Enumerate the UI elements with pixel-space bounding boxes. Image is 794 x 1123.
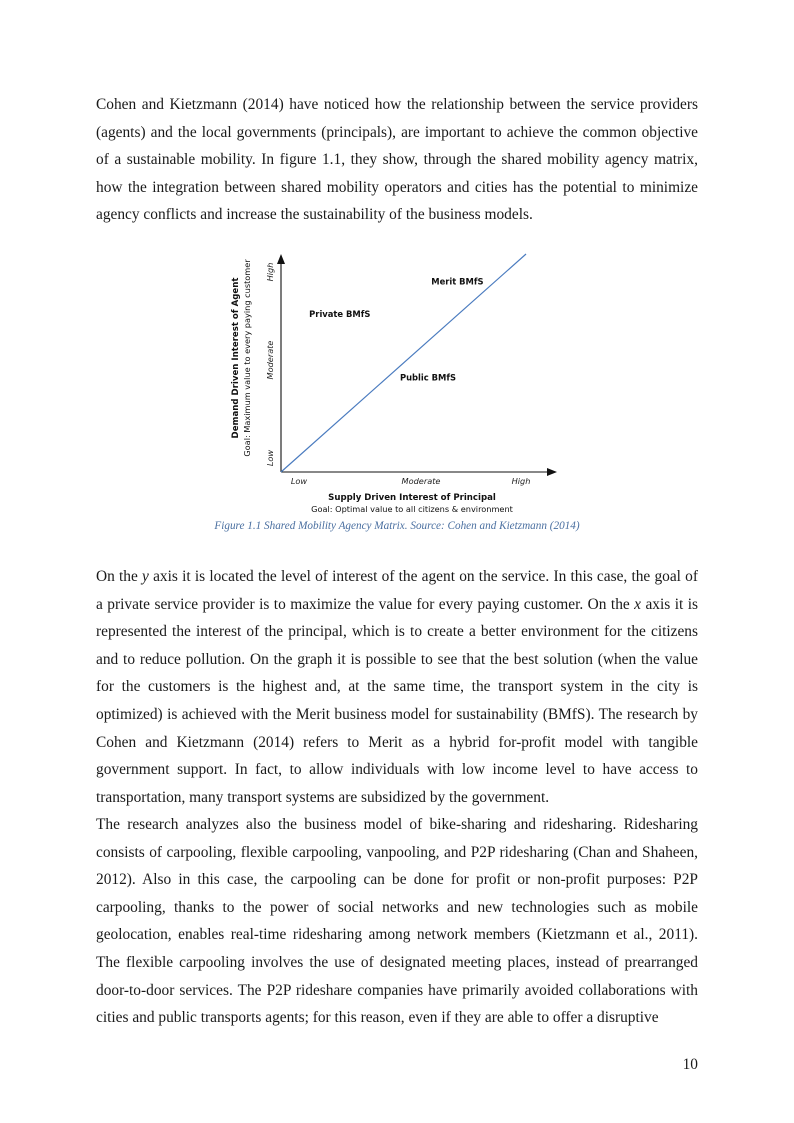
y-tick-label: Low: [265, 449, 275, 467]
x-axis-arrow: [547, 468, 557, 476]
series-line-diagonal: [281, 254, 526, 472]
x-tick-label: Low: [290, 476, 308, 486]
paragraph-axes: [96, 563, 698, 811]
paragraph-ridesharing: The research analyzes also the business model of bike-sharing and ridesharing. Ridesharing consists of carpooling, flexible carpooling, vanpooling, and P2P ridesharing (Chan and Shaheen, 2012). Also in this case, the carpooling can be done for profit or non-profit purposes: P2P carpooling, thanks to the power of social networks and new technologies such as mobile geolocation, enables real-time ridesharing among network members (Kietzmann et al., 2011). The flexible carpooling involves the use of designated meeting places, instead of prearranged door-to-door services. The P2P rideshare companies have primarily avoided collaborations with cities and public transports agents; for this reason, even if they are able to offer a disruptive: [96, 816, 698, 1027]
figure-agency-matrix: [226, 244, 566, 520]
agency-matrix-chart: [226, 244, 566, 520]
annotation-merit: Merit BMfS: [431, 276, 484, 287]
annotation-public: Public BMfS: [399, 372, 457, 383]
y-tick-label: Moderate: [265, 340, 275, 380]
paragraph-intro: Cohen and Kietzmann (2014) have noticed how the relationship between the service providers (agents) and the local governments (principals), are important to achieve the common objective of a sustainable mobility. In figure 1.1, they show, through the shared mobility agency matrix, how the integration between shared mobility operators and cities has the potential to minimize agency conflicts and increase the sustainability of the business models.: [96, 96, 698, 224]
series-layer: [281, 254, 526, 472]
x-tick-label: High: [511, 476, 531, 486]
page-number: 10: [682, 1056, 698, 1073]
figure-caption: Figure 1.1 Shared Mobility Agency Matrix. Source: Cohen and Kietzmann (2014): [214, 520, 580, 532]
y-axis-arrow: [277, 254, 285, 264]
y-tick-label: High: [265, 262, 275, 282]
x-tick-label: Moderate: [401, 476, 441, 486]
p2-text-c: axis it is represented the interest of the principal, which is to create a better environment for the citizens and to reduce pollution. On the graph it is possible to see that the best solution (when the value for the customers is the highest and, at the same time, the transport system in the city is optimized) is achieved with the Merit business model for sustainability (BMfS). The research by Cohen and Kietzmann (2014) refers to Merit as a hybrid for-profit model with tangible government support. In fact, to allow individuals with low income level to have access to transportation, many transport systems are subsidized by the government.: [96, 595, 698, 806]
x-axis-title: Supply Driven Interest of Principal: [328, 493, 496, 503]
p2-text-b: axis it is located the level of interest of the agent on the service. In this case, the goal of a private service provider is to maximize the value for every paying customer. On the: [96, 568, 698, 613]
p2-x-variable: x: [634, 595, 642, 613]
p2-y-variable: y: [142, 568, 149, 585]
y-axis-subtitle: Goal: Maximum value to every paying customer: [242, 259, 252, 457]
annotation-private: Private BMfS: [309, 309, 371, 320]
y-axis-title: Demand Driven Interest of Agent: [231, 277, 241, 439]
x-axis-subtitle: Goal: Optimal value to all citizens & environment: [311, 504, 513, 514]
p2-text-a: On the: [96, 568, 143, 585]
